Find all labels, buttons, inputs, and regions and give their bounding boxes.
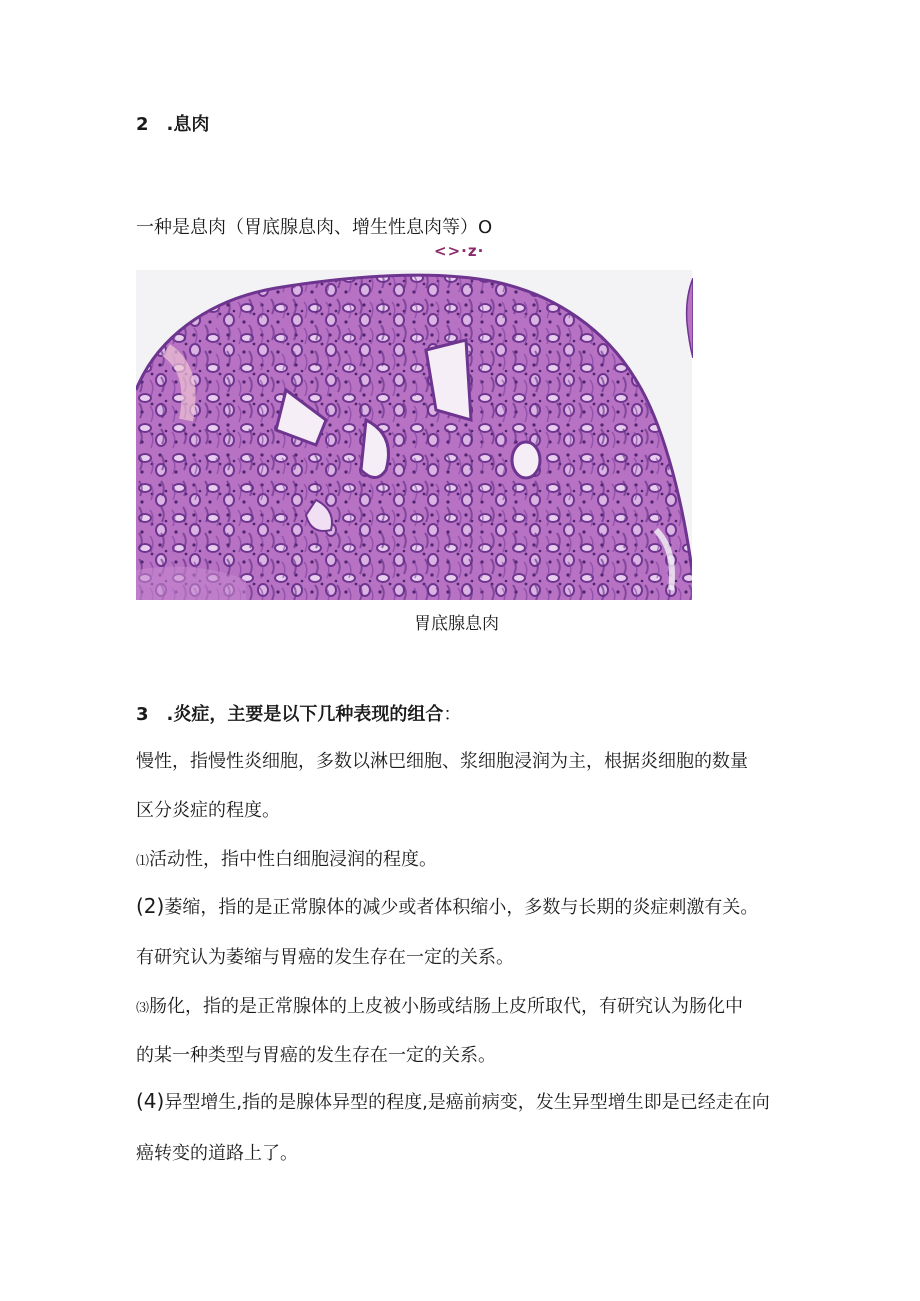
item-4 — [136, 1088, 770, 1114]
chronic-line-2: 区分炎症的程度。 — [136, 800, 280, 821]
item-1-text: 活动性，指中性白细胞浸润的程度。 — [149, 849, 438, 870]
image-mark: <>·z· — [434, 242, 485, 260]
item-4-text: 异型增生,指的是腺体异型的程度,是癌前病变，发生异型增生即是已经走在向 — [164, 1092, 770, 1113]
section-2-heading: 2 .息肉 — [136, 114, 210, 135]
section-3-heading-bold: 3 .炎症，主要是以下几种表现的组合 — [136, 704, 444, 725]
item-2-number: (2) — [136, 894, 165, 918]
section-3-heading-tail: ： — [443, 704, 462, 725]
section-2-intro: 一种是息肉（胃底腺息肉、增生性息肉等）O — [136, 217, 493, 238]
tissue-edge-fragment — [683, 278, 693, 358]
item-3-text: 肠化，指的是正常腺体的上皮被小肠或结肠上皮所取代，有研究认为肠化中 — [149, 996, 744, 1017]
item-1 — [136, 845, 437, 871]
item-1-number: ⑴ — [136, 854, 150, 869]
item-2-text: 萎缩，指的是正常腺体的减少或者体积缩小，多数与长期的炎症刺激有关。 — [164, 897, 759, 918]
histology-image — [136, 270, 692, 600]
item-2-line-2: 有研究认为萎缩与胃癌的发生存在一定的关系。 — [136, 947, 514, 968]
chronic-line-1: 慢性，指慢性炎细胞，多数以淋巴细胞、浆细胞浸润为主，根据炎细胞的数量 — [136, 751, 748, 772]
item-3 — [136, 992, 743, 1018]
item-4-number: (4) — [136, 1089, 165, 1113]
section-3-heading — [136, 700, 461, 726]
item-3-line-2: 的某一种类型与胃癌的发生存在一定的关系。 — [136, 1045, 496, 1066]
item-4-line-2: 癌转变的道路上了。 — [136, 1143, 298, 1164]
image-caption: 胃底腺息肉 — [414, 614, 499, 634]
item-3-number: ⑶ — [136, 1001, 150, 1016]
item-2 — [136, 893, 758, 919]
